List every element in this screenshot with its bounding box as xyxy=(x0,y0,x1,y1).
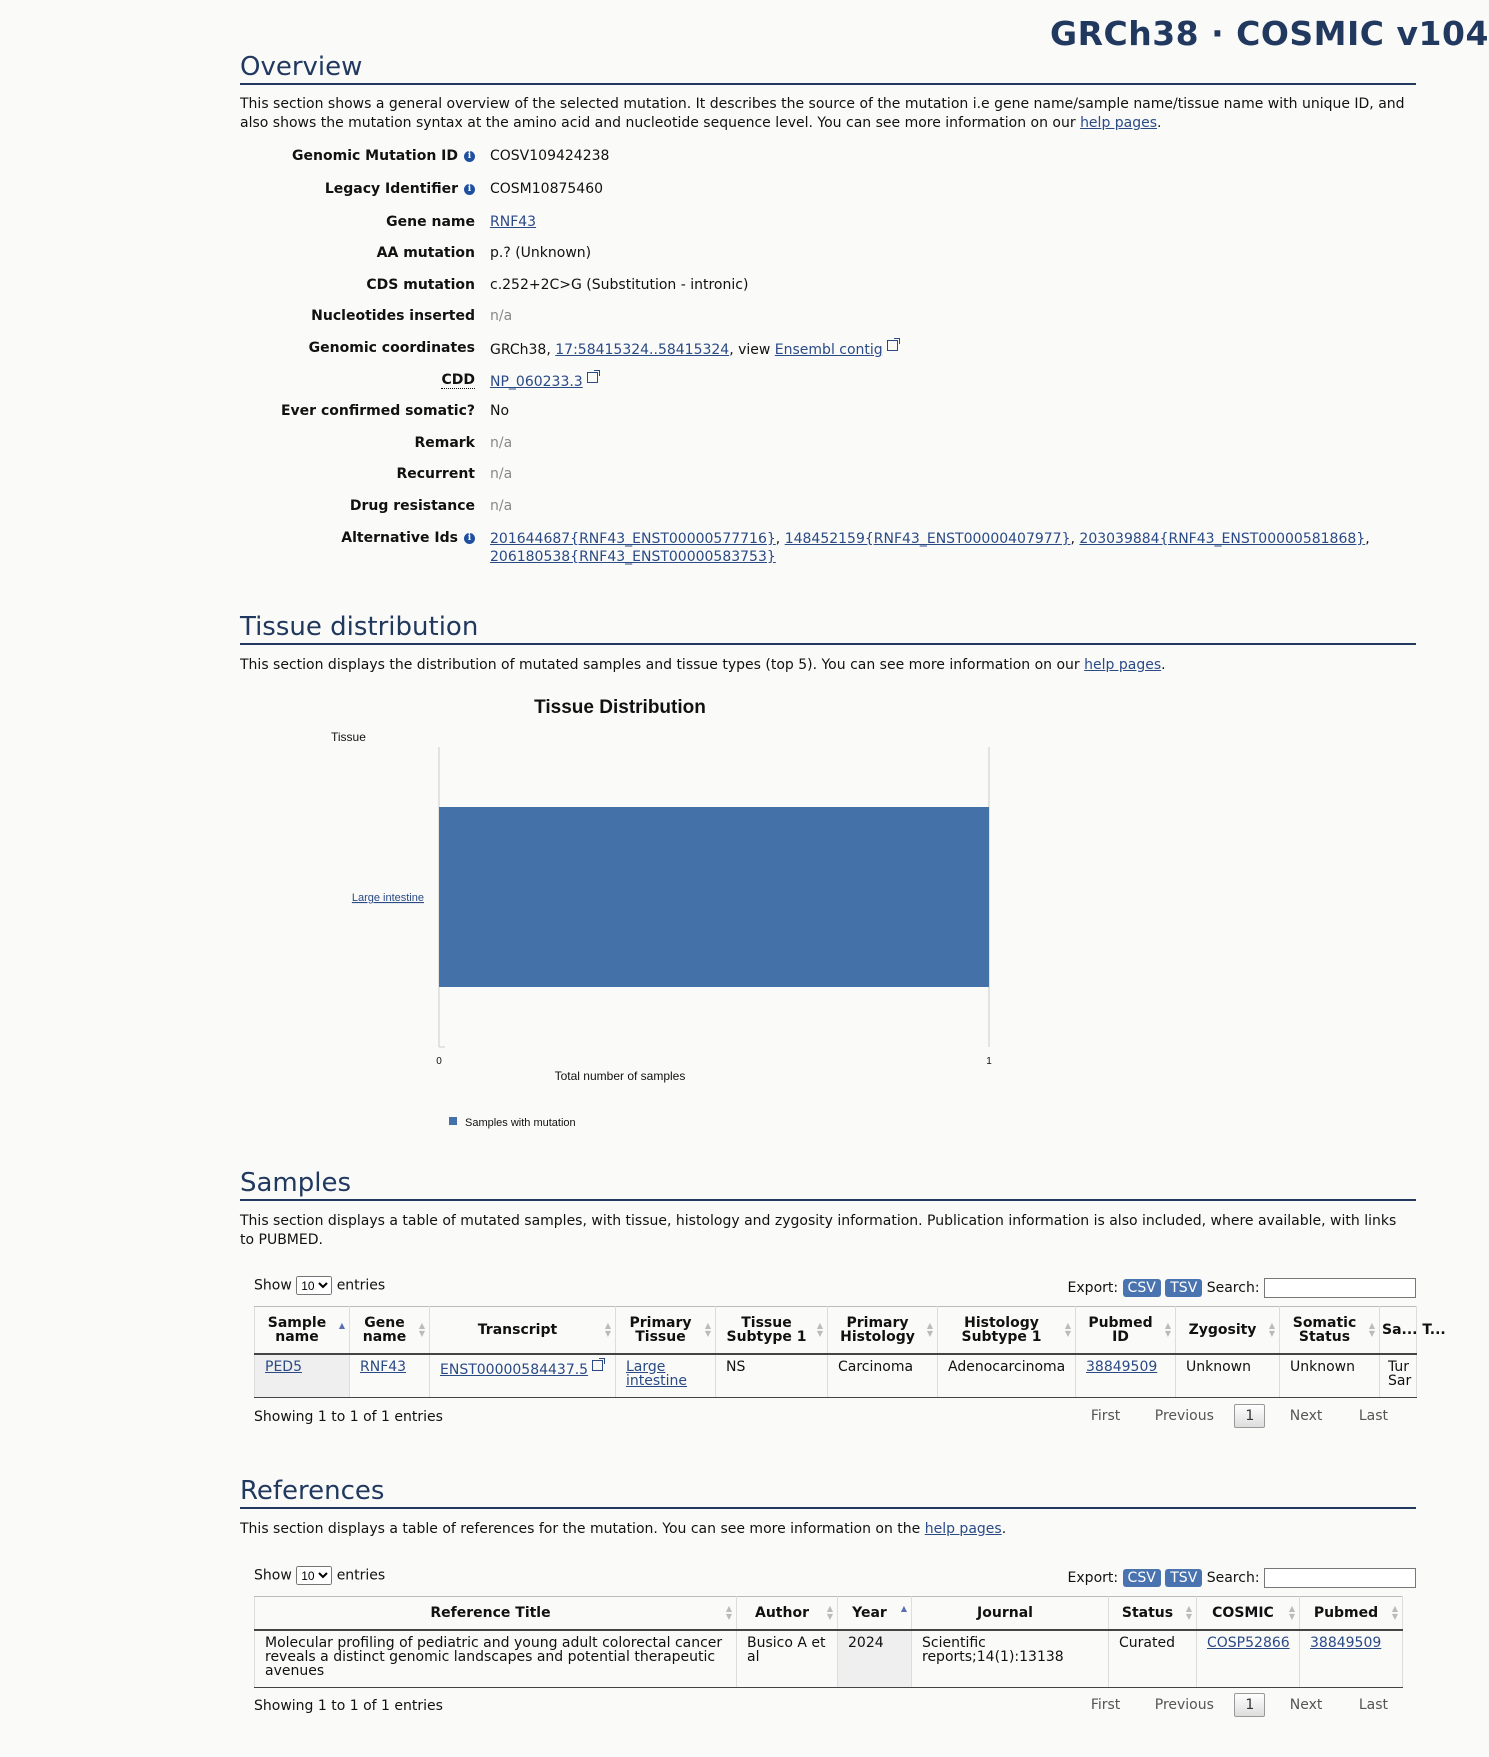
tissue-intro-text: This section displays the distribution of mutated samples and tissue types (top 5). You can see more information on our xyxy=(240,657,1085,673)
row-genomic-coordinates xyxy=(240,340,1416,360)
label-cds-mutation: CDS mutation xyxy=(366,277,475,293)
pager-current[interactable]: 1 xyxy=(1234,1404,1265,1428)
value-cds-mutation: c.252+2C>G (Substitution - intronic) xyxy=(490,277,749,293)
pager-previous[interactable]: Previous xyxy=(1154,1697,1214,1713)
sort-icon: ▲ ▼ xyxy=(816,1320,823,1338)
references-info: Showing 1 to 1 of 1 entries xyxy=(254,1698,443,1714)
overview-intro-line1: This section shows a general overview of the selected mutation. It describes the source of the mutation i.e gene name/sample name/tissue name with unique ID, and xyxy=(240,96,1405,112)
row-remark xyxy=(240,435,1416,455)
value-recurrent: n/a xyxy=(490,466,513,482)
pager-next[interactable]: Next xyxy=(1289,1408,1323,1424)
col-year[interactable]: Year ▲ xyxy=(838,1597,912,1630)
references-footer xyxy=(254,1693,1416,1719)
sort-icon: ▲ ▼ xyxy=(704,1320,711,1338)
x-tick-label: 0 xyxy=(436,1056,442,1067)
zygosity-cell: Unknown xyxy=(1176,1354,1280,1398)
tissue-distribution-chart xyxy=(240,685,1040,1145)
chart-svg xyxy=(240,685,1040,1145)
label-genomic-coordinates: Genomic coordinates xyxy=(308,340,475,356)
label-nucleotides-inserted: Nucleotides inserted xyxy=(311,308,475,324)
label-legacy-identifier: Legacy Identifier xyxy=(324,181,458,197)
samples-search-label: Search: xyxy=(1206,1280,1260,1296)
pager-first[interactable]: First xyxy=(1090,1697,1121,1713)
overview-heading: Overview xyxy=(240,52,1416,85)
tissue-link[interactable]: Large intestine xyxy=(626,1358,688,1389)
samples-export-label: Export: xyxy=(1067,1280,1119,1296)
samples-table xyxy=(254,1306,1446,1398)
label-drug-resistance: Drug resistance xyxy=(349,498,475,514)
col-gene-name[interactable]: Gene name ▲ ▼ xyxy=(350,1307,430,1354)
overview-help-link[interactable]: help pages xyxy=(1080,115,1158,131)
overview-intro-line2: also shows the mutation syntax at the amino acid and nucleotide sequence level. You can see more information on our xyxy=(240,115,1081,131)
chart-x-axis-label: Total number of samples xyxy=(554,1069,686,1083)
cdd-link[interactable]: NP_060233.3 xyxy=(490,374,583,390)
legend-label: Samples with mutation xyxy=(465,1117,576,1129)
label-ever-confirmed-somatic: Ever confirmed somatic? xyxy=(280,403,475,419)
overview-period: . xyxy=(1157,115,1162,131)
row-recurrent xyxy=(240,466,1416,486)
sort-icon: ▲ ▼ xyxy=(1391,1603,1398,1621)
cosmic-link[interactable]: COSP52866 xyxy=(1207,1634,1290,1651)
row-legacy-identifier xyxy=(240,181,1416,201)
label-cdd: CDD xyxy=(441,372,475,388)
row-alternative-ids: Alternative Ids i 201644687{RNF43_ENST00000577716}, 148452159{RNF43_ENST00000407977}, 203039884{RNF43_ENST00000581868}, 206180538{RNF43_ENST00000583753} xyxy=(341,530,1370,565)
pager-last[interactable]: Last xyxy=(1358,1697,1388,1713)
gene-link[interactable]: RNF43 xyxy=(360,1358,407,1375)
tissue-help-link[interactable]: help pages xyxy=(1084,657,1162,673)
sample-link[interactable]: PED5 xyxy=(265,1358,302,1375)
table-row xyxy=(255,1630,1403,1688)
external-link-icon xyxy=(587,372,598,383)
value-drug-resistance: n/a xyxy=(490,498,513,514)
row-drug-resistance xyxy=(240,498,1416,518)
references-header-row xyxy=(255,1597,1403,1630)
references-show-label: Show xyxy=(254,1567,292,1584)
col-tissue-subtype[interactable]: Tissue Subtype 1 ▲ ▼ xyxy=(716,1307,828,1354)
info-icon[interactable]: i xyxy=(464,533,475,544)
samples-show-label: Show xyxy=(254,1277,292,1294)
col-histology-subtype[interactable]: Histology Subtype 1 ▲ ▼ xyxy=(938,1307,1076,1354)
external-link-icon xyxy=(887,340,898,351)
row-ever-confirmed-somatic xyxy=(240,403,1416,423)
chart-title: Tissue Distribution xyxy=(534,697,706,718)
samples-tsv-button[interactable]: TSV xyxy=(1165,1279,1202,1297)
tissue-period: . xyxy=(1161,657,1166,673)
label-remark: Remark xyxy=(414,435,475,451)
samples-intro-line2: to PUBMED. xyxy=(240,1232,323,1248)
value-genomic-mutation-id: COSV109424238 xyxy=(490,148,610,164)
references-pagination xyxy=(1071,1693,1416,1717)
references-entries-select[interactable] xyxy=(296,1566,332,1585)
col-reference-title[interactable]: Reference Title ▲ ▼ xyxy=(255,1597,737,1630)
row-genomic-mutation-id xyxy=(240,148,1416,168)
sort-icon: ▲ ▼ xyxy=(826,1603,833,1621)
status-cell: Curated xyxy=(1109,1630,1197,1688)
samples-entries-label: entries xyxy=(336,1277,386,1294)
value-aa-mutation: p.? (Unknown) xyxy=(490,245,592,261)
label-gene-name: Gene name xyxy=(386,214,475,230)
value-legacy-identifier: COSM10875460 xyxy=(490,181,604,197)
references-export-label: Export: xyxy=(1067,1570,1119,1586)
gene-name-link[interactable]: RNF43 xyxy=(490,214,537,230)
histology-cell: Carcinoma xyxy=(828,1354,938,1398)
pubmed-link[interactable]: 38849509 xyxy=(1086,1358,1158,1375)
row-aa-mutation xyxy=(240,245,1416,265)
subtype-cell: NS xyxy=(716,1354,828,1398)
external-link-icon xyxy=(592,1360,603,1371)
value-nucleotides-inserted: n/a xyxy=(490,308,513,324)
col-sample-type[interactable]: Sa... T... xyxy=(1380,1307,1417,1354)
coordinates-link[interactable]: 17:58415324..58415324 xyxy=(555,342,730,358)
label-aa-mutation: AA mutation xyxy=(376,245,475,261)
references-table xyxy=(254,1596,1403,1688)
pager-current[interactable]: 1 xyxy=(1234,1693,1265,1717)
page-title: GRCh38 · COSMIC v104 xyxy=(1050,14,1489,53)
sort-asc-icon: ▲ xyxy=(338,1320,345,1330)
reference-title-cell: Molecular profiling of pediatric and young adult colorectal cancer reveals a distinct genomic landscapes and potential therapeutic avenues xyxy=(255,1630,737,1688)
sort-asc-icon: ▲ xyxy=(900,1603,907,1613)
sort-icon: ▲ ▼ xyxy=(1368,1320,1375,1338)
references-search-label: Search: xyxy=(1206,1570,1260,1586)
label-alternative-ids: Alternative Ids xyxy=(341,530,458,546)
category-label[interactable]: Large intestine xyxy=(351,892,424,904)
row-cdd xyxy=(240,372,1416,392)
references-intro xyxy=(240,1520,1416,1539)
sort-icon: ▲ ▼ xyxy=(926,1320,933,1338)
col-transcript[interactable]: Transcript ▲ ▼ xyxy=(430,1307,616,1354)
samples-entries-select[interactable] xyxy=(296,1276,332,1295)
references-help-link[interactable]: help pages xyxy=(924,1521,1002,1537)
col-journal[interactable]: Journal xyxy=(912,1597,1109,1630)
references-intro-text: This section displays a table of references for the mutation. You can see more information on the xyxy=(240,1521,925,1537)
references-tsv-button[interactable]: TSV xyxy=(1165,1569,1202,1587)
alternative-id-link[interactable]: 206180538{RNF43_ENST00000583753} xyxy=(490,549,776,565)
col-primary-histology[interactable]: Primary Histology ▲ ▼ xyxy=(828,1307,938,1354)
sort-icon: ▲ ▼ xyxy=(1185,1603,1192,1621)
alternative-id-link[interactable]: 201644687{RNF43_ENST00000577716} xyxy=(490,531,776,547)
ensembl-contig-link[interactable]: Ensembl contig xyxy=(774,342,883,358)
samples-controls xyxy=(254,1274,1416,1298)
references-search-input[interactable] xyxy=(1264,1568,1416,1588)
col-pubmed-id[interactable]: Pubmed ID ▲ ▼ xyxy=(1076,1307,1176,1354)
references-controls xyxy=(254,1564,1416,1588)
col-primary-tissue[interactable]: Primary Tissue ▲ ▼ xyxy=(616,1307,716,1354)
row-nucleotides-inserted xyxy=(240,308,1416,328)
label-genomic-mutation-id: Genomic Mutation ID xyxy=(292,148,458,164)
journal-cell: Scientific reports;14(1):13138 xyxy=(912,1630,1109,1688)
bar xyxy=(439,807,989,987)
sort-icon: ▲ ▼ xyxy=(604,1320,611,1338)
sort-icon: ▲ ▼ xyxy=(725,1603,732,1621)
somatic-status-cell: Unknown xyxy=(1280,1354,1380,1398)
value-ever-confirmed-somatic: No xyxy=(490,403,510,419)
sort-icon: ▲ ▼ xyxy=(1164,1320,1171,1338)
label-recurrent: Recurrent xyxy=(396,466,475,482)
col-somatic-status[interactable]: Somatic Status ▲ ▼ xyxy=(1280,1307,1380,1354)
table-row xyxy=(255,1354,1417,1398)
info-icon[interactable]: i xyxy=(464,184,475,195)
col-cosmic[interactable]: COSMIC ▲ ▼ xyxy=(1197,1597,1300,1630)
sample-type-cell: Tur Sar xyxy=(1380,1354,1417,1398)
pager-first[interactable]: First xyxy=(1090,1408,1121,1424)
references-csv-button[interactable]: CSV xyxy=(1123,1569,1161,1587)
samples-footer xyxy=(254,1404,1416,1430)
pager-last[interactable]: Last xyxy=(1358,1408,1388,1424)
samples-intro xyxy=(240,1212,1416,1250)
references-entries-label: entries xyxy=(336,1567,386,1584)
transcript-link[interactable]: ENST00000584437.5 xyxy=(440,1361,589,1378)
info-icon[interactable]: i xyxy=(464,151,475,162)
samples-heading: Samples xyxy=(240,1168,1416,1201)
pager-previous[interactable]: Previous xyxy=(1154,1408,1214,1424)
author-cell: Busico A et al xyxy=(737,1630,838,1688)
year-cell: 2024 xyxy=(838,1630,912,1688)
sort-icon: ▲ ▼ xyxy=(1268,1320,1275,1338)
samples-intro-line1: This section displays a table of mutated samples, with tissue, histology and zygosity information. Publication information is also included, where available, with links xyxy=(240,1213,1397,1229)
samples-info: Showing 1 to 1 of 1 entries xyxy=(254,1409,443,1425)
tissue-intro xyxy=(240,656,1416,675)
overview-intro xyxy=(240,95,1416,133)
alternative-id-link[interactable]: 203039884{RNF43_ENST00000581868} xyxy=(1079,531,1366,547)
samples-header-row xyxy=(255,1307,1417,1354)
col-status[interactable]: Status ▲ ▼ xyxy=(1109,1597,1197,1630)
samples-csv-button[interactable]: CSV xyxy=(1123,1279,1161,1297)
tissue-heading: Tissue distribution xyxy=(240,612,1416,645)
sort-icon: ▲ ▼ xyxy=(418,1320,425,1338)
references-heading: References xyxy=(240,1476,1416,1509)
coordinates-view-text: , view xyxy=(729,342,775,358)
legend-swatch xyxy=(449,1117,457,1125)
sort-icon: ▲ ▼ xyxy=(1064,1320,1071,1338)
pubmed-link[interactable]: 38849509 xyxy=(1310,1634,1382,1651)
samples-pagination xyxy=(1071,1404,1416,1428)
col-zygosity[interactable]: Zygosity ▲ ▼ xyxy=(1176,1307,1280,1354)
col-pubmed[interactable]: Pubmed ▲ ▼ xyxy=(1300,1597,1403,1630)
samples-search-input[interactable] xyxy=(1264,1278,1416,1298)
alternative-id-link[interactable]: 148452159{RNF43_ENST00000407977} xyxy=(784,531,1071,547)
references-period: . xyxy=(1001,1521,1007,1537)
chart-y-axis-label: Tissue xyxy=(331,730,366,744)
col-author[interactable]: Author ▲ ▼ xyxy=(737,1597,838,1630)
row-cds-mutation xyxy=(240,277,1416,297)
coordinates-prefix: GRCh38, xyxy=(490,342,556,358)
value-remark: n/a xyxy=(490,435,513,451)
row-gene-name xyxy=(240,214,1416,234)
histology-subtype-cell: Adenocarcinoma xyxy=(938,1354,1076,1398)
sort-icon: ▲ ▼ xyxy=(1288,1603,1295,1621)
x-tick-label: 1 xyxy=(986,1056,992,1067)
pager-next[interactable]: Next xyxy=(1289,1697,1323,1713)
col-sample-name[interactable]: Sample name ▲ xyxy=(255,1307,350,1354)
